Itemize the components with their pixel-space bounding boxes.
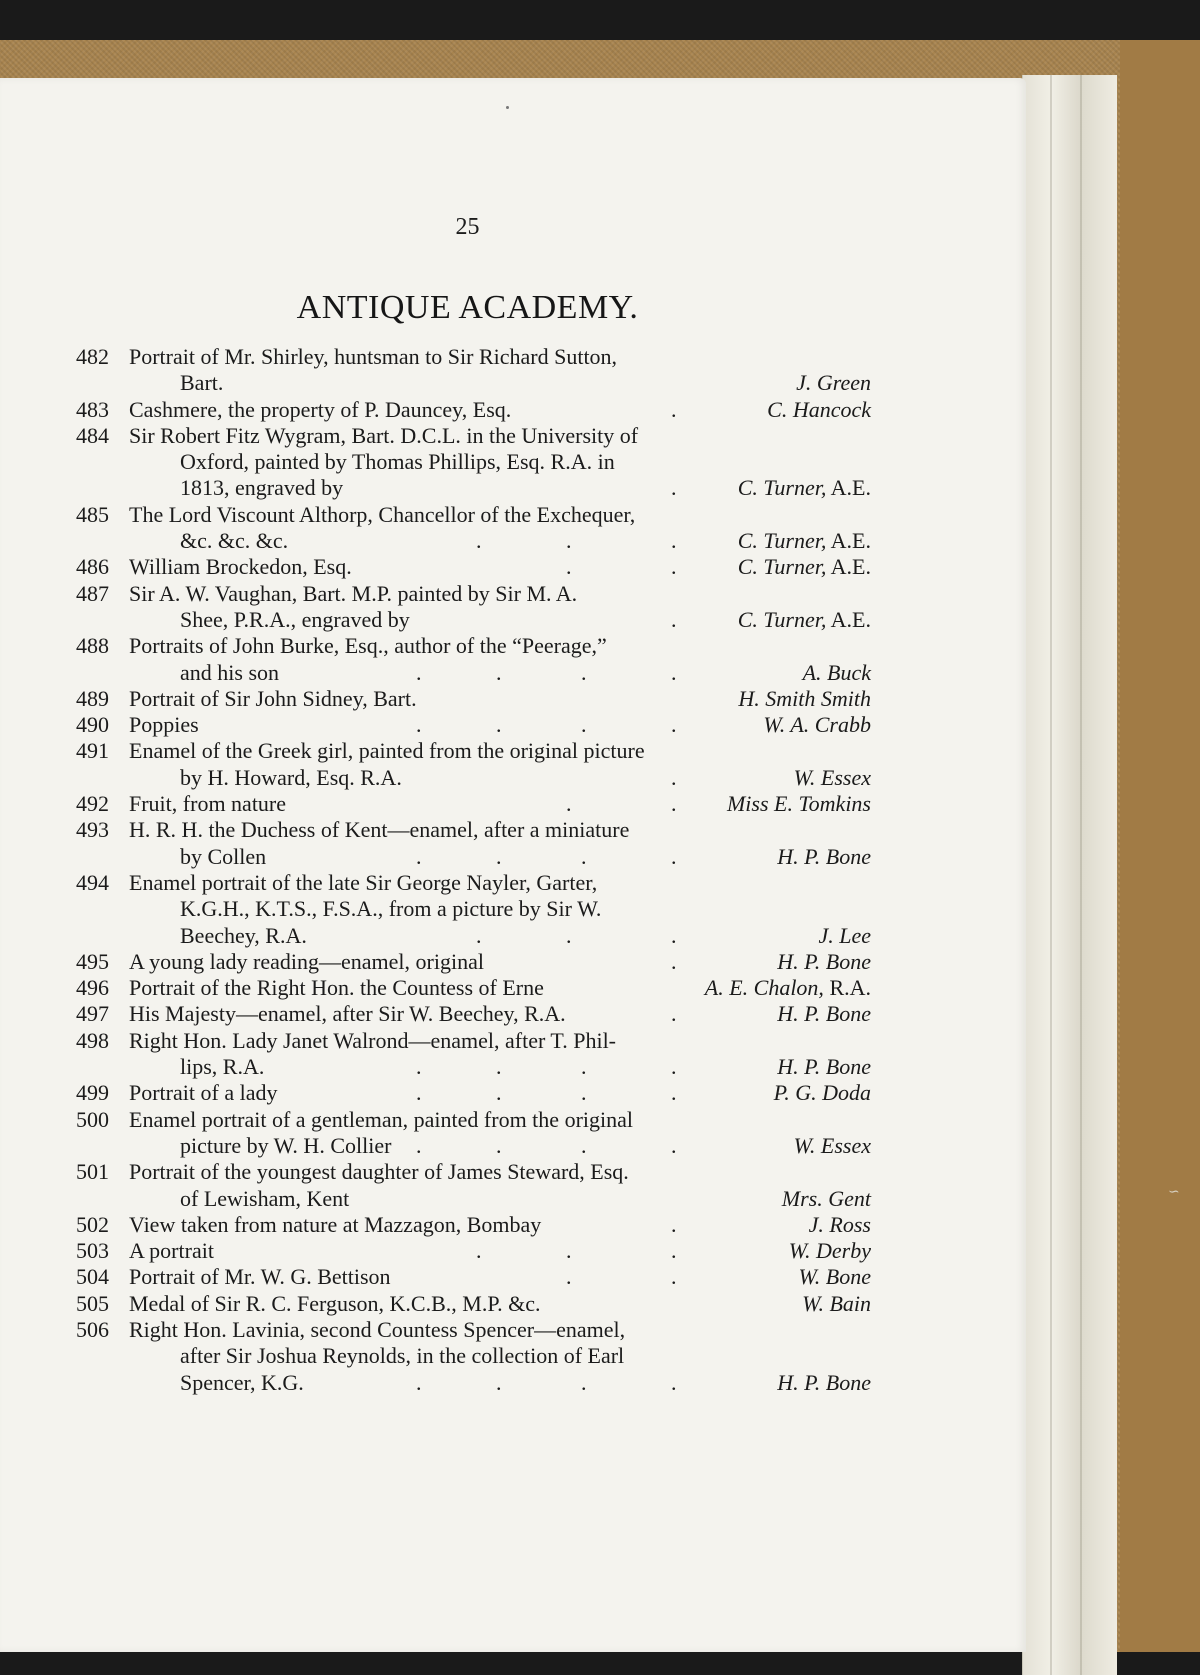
catalogue-entry: [76, 817, 871, 870]
entry-line: lips, R.A. . . . . H. P. Bone: [180, 1054, 871, 1080]
entry-number: 494: [76, 869, 109, 895]
entry-line: [76, 502, 871, 528]
entry-title: by H. Howard, Esq. R.A.: [180, 764, 402, 790]
entry-number: 486: [76, 554, 109, 580]
entry-artist: [818, 923, 871, 949]
entry-artist: [738, 554, 871, 580]
catalogue-entry: [76, 633, 871, 686]
entry-artist: [777, 1054, 871, 1080]
entry-artist: [705, 975, 871, 1001]
artist-name: H. P. Bone: [777, 1054, 871, 1080]
entry-line: [76, 1317, 871, 1343]
artist-name: J. Green: [796, 370, 871, 396]
entry-line: Beechey, R.A. . . . J. Lee: [180, 922, 871, 948]
artist-name: H. P. Bone: [777, 843, 871, 869]
entry-artist: [803, 660, 871, 686]
entry-title: Sir A. W. Vaughan, Bart. M.P. painted by Sir M. A.: [129, 580, 578, 606]
entry-title: Right Hon. Lady Janet Walrond—enamel, after T. Phil-: [129, 1027, 617, 1053]
entry-line: Shee, P.R.A., engraved by . C. Turner, A.E.: [180, 606, 871, 632]
entry-artist: [738, 475, 871, 501]
catalogue-entry: [76, 949, 871, 975]
catalogue-list: [76, 344, 871, 1396]
entry-title: Shee, P.R.A., engraved by: [180, 606, 410, 632]
entry-artist: [738, 528, 871, 554]
entry-title: His Majesty—enamel, after Sir W. Beechey, R.A.: [129, 1001, 566, 1027]
artist-name: W. Essex: [793, 1132, 871, 1158]
entry-title: Cashmere, the property of P. Dauncey, Esq.: [129, 396, 512, 422]
book-cover-edge: [1120, 40, 1200, 1652]
entry-artist: [789, 1238, 871, 1264]
artist-name: H. P. Bone: [777, 1001, 871, 1027]
entry-artist: [763, 712, 871, 738]
artist-name: C. Hancock: [767, 396, 871, 422]
catalogue-entry: [76, 502, 871, 555]
entry-title: by Collen: [180, 843, 267, 869]
entry-title: A young lady reading—enamel, original: [129, 948, 484, 974]
artist-name: H. Smith Smith: [738, 685, 871, 711]
entry-title: lips, R.A.: [180, 1054, 265, 1080]
entry-line: 486 William Brockedon, Esq. . . C. Turner, A.E.: [76, 554, 871, 580]
entry-title: Right Hon. Lavinia, second Countess Spencer—enamel,: [129, 1316, 626, 1342]
entry-title: K.G.H., K.T.S., F.S.A., from a picture by Sir W.: [180, 896, 602, 922]
entry-number: 501: [76, 1159, 109, 1185]
entry-title: Portrait of the youngest daughter of James Steward, Esq.: [129, 1159, 629, 1185]
entry-title: Poppies: [129, 712, 199, 738]
catalogue-entry: [76, 712, 871, 738]
entry-title: Medal of Sir R. C. Ferguson, K.C.B., M.P. &c.: [129, 1290, 541, 1316]
entry-artist: [782, 1186, 871, 1212]
artist-suffix: R.A.: [823, 975, 871, 1001]
entry-line: 502 View taken from nature at Mazzagon, Bombay . J. Ross: [76, 1211, 871, 1237]
entry-title: H. R. H. the Duchess of Kent—enamel, after a miniature: [129, 817, 630, 843]
artist-suffix: A.E.: [826, 554, 871, 580]
catalogue-entry: [76, 686, 871, 712]
entry-line: [76, 344, 871, 370]
entry-artist: [802, 1291, 871, 1317]
fore-edge-line: [1080, 75, 1082, 1675]
entry-number: 495: [76, 948, 109, 974]
page-heading: ANTIQUE ACADEMY.: [296, 289, 639, 326]
artist-name: C. Turner,: [737, 528, 827, 554]
entry-line: by Collen . . . . H. P. Bone: [180, 843, 871, 869]
entry-line: [76, 633, 871, 659]
entry-artist: [777, 844, 871, 870]
catalogue-entry: [76, 554, 871, 580]
entry-line: 492 Fruit, from nature . . Miss E. Tomkins: [76, 791, 871, 817]
catalogue-entry: [76, 423, 871, 502]
entry-number: 490: [76, 712, 109, 738]
entry-number: 496: [76, 975, 109, 1001]
entry-line: [76, 1343, 871, 1369]
artist-name: H. P. Bone: [777, 948, 871, 974]
entry-number: 498: [76, 1027, 109, 1053]
entry-line: 1813, engraved by . C. Turner, A.E.: [180, 475, 871, 501]
artist-name: W. Bain: [802, 1290, 871, 1316]
entry-number: 491: [76, 738, 109, 764]
artist-name: W. A. Crabb: [763, 712, 871, 738]
entry-line: 497 His Majesty—enamel, after Sir W. Beechey, R.A. . H. P. Bone: [76, 1001, 871, 1027]
entry-title: Fruit, from nature: [129, 791, 287, 817]
entry-title: Bart.: [180, 370, 224, 396]
catalogue-entry: [76, 1001, 871, 1027]
entry-line: by H. Howard, Esq. R.A. . W. Essex: [180, 764, 871, 790]
entry-title: Portrait of the Right Hon. the Countess of Erne: [129, 975, 544, 1001]
entry-title: Sir Robert Fitz Wygram, Bart. D.C.L. in the University of: [129, 422, 639, 448]
entry-artist: [809, 1212, 871, 1238]
entry-line: 495 A young lady reading—enamel, original . H. P. Bone: [76, 948, 871, 974]
entry-line: [76, 975, 871, 1001]
entry-artist: [798, 1264, 871, 1290]
artist-name: A. E. Chalon,: [704, 975, 824, 1001]
entry-title: William Brockedon, Esq.: [129, 554, 352, 580]
artist-name: C. Turner,: [737, 475, 827, 501]
entry-line: 499 Portrait of a lady . . . . P. G. Doda: [76, 1080, 871, 1106]
artist-name: H. P. Bone: [777, 1369, 871, 1395]
entry-number: 497: [76, 1001, 109, 1027]
catalogue-entry: [76, 975, 871, 1001]
entry-title: Portrait of Sir John Sidney, Bart.: [129, 685, 417, 711]
artist-name: P. G. Doda: [773, 1080, 871, 1106]
entry-line: [76, 738, 871, 764]
entry-title: of Lewisham, Kent: [180, 1185, 350, 1211]
entry-number: 485: [76, 501, 109, 527]
entry-title: Enamel portrait of a gentleman, painted from the original: [129, 1106, 633, 1132]
entry-number: 492: [76, 791, 109, 817]
artist-name: J. Ross: [808, 1211, 871, 1237]
entry-title: The Lord Viscount Althorp, Chancellor of the Exchequer,: [129, 501, 636, 527]
entry-title: after Sir Joshua Reynolds, in the collection of Earl: [180, 1343, 625, 1369]
artist-name: J. Lee: [818, 922, 871, 948]
fore-edge-line: [1050, 75, 1052, 1675]
entry-line: &c. &c. &c. . . . C. Turner, A.E.: [180, 528, 871, 554]
entry-line: [76, 449, 871, 475]
entry-title: and his son: [180, 659, 279, 685]
entry-line: [76, 1159, 871, 1185]
entry-number: 506: [76, 1316, 109, 1342]
artist-name: Mrs. Gent: [781, 1185, 871, 1211]
entry-number: 484: [76, 422, 109, 448]
entry-line: 504 Portrait of Mr. W. G. Bettison . . W. Bone: [76, 1264, 871, 1290]
entry-title: Enamel of the Greek girl, painted from the original picture: [129, 738, 645, 764]
entry-line: picture by W. H. Collier . . . . W. Essex: [180, 1132, 871, 1158]
catalogue-entry: [76, 581, 871, 634]
artist-suffix: A.E.: [826, 606, 871, 632]
artist-name: C. Turner,: [737, 606, 827, 632]
artist-name: W. Essex: [793, 764, 871, 790]
entry-artist: [727, 791, 871, 817]
entry-title: Portraits of John Burke, Esq., author of the “Peerage,”: [129, 633, 607, 659]
entry-line: [76, 423, 871, 449]
page-fore-edge: [1022, 75, 1117, 1675]
entry-line: Spencer, K.G. . . . . H. P. Bone: [180, 1369, 871, 1395]
entry-line: [76, 1028, 871, 1054]
entry-line: 490 Poppies . . . . W. A. Crabb: [76, 712, 871, 738]
entry-number: 493: [76, 817, 109, 843]
entry-line: [76, 1291, 871, 1317]
entry-title: Spencer, K.G.: [180, 1369, 304, 1395]
entry-artist: [738, 686, 871, 712]
entry-line: [76, 817, 871, 843]
entry-title: Portrait of Mr. W. G. Bettison: [129, 1264, 391, 1290]
entry-line: 483 Cashmere, the property of P. Dauncey, Esq. . C. Hancock: [76, 396, 871, 422]
catalogue-entry: [76, 738, 871, 791]
binding-mark: ∽: [1168, 1184, 1180, 1200]
artist-suffix: A.E.: [826, 475, 871, 501]
entry-artist: [794, 765, 871, 791]
entry-number: 504: [76, 1264, 109, 1290]
catalogue-entry: [76, 870, 871, 949]
entry-number: 487: [76, 580, 109, 606]
entry-artist: [738, 607, 871, 633]
entry-line: and his son . . . . A. Buck: [180, 659, 871, 685]
catalogue-entry: [76, 791, 871, 817]
artist-name: Miss E. Tomkins: [726, 791, 871, 817]
catalogue-entry: [76, 1080, 871, 1106]
entry-artist: [777, 949, 871, 975]
artist-name: W. Derby: [788, 1238, 871, 1264]
catalogue-entry: [76, 344, 871, 397]
catalogue-entry: [76, 397, 871, 423]
entry-artist: [767, 397, 871, 423]
entry-artist: [774, 1080, 871, 1106]
entry-title: picture by W. H. Collier: [180, 1132, 392, 1158]
entry-title: Portrait of Mr. Shirley, huntsman to Sir Richard Sutton,: [129, 344, 618, 369]
entry-number: 502: [76, 1211, 109, 1237]
catalogue-entry: [76, 1107, 871, 1160]
entry-line: [76, 1186, 871, 1212]
entry-title: Beechey, R.A.: [180, 922, 307, 948]
entry-title: A portrait: [129, 1238, 214, 1264]
entry-artist: [796, 370, 871, 396]
paper-speck: [506, 106, 509, 109]
entry-number: 489: [76, 685, 109, 711]
entry-line: 503 A portrait . . . W. Derby: [76, 1238, 871, 1264]
catalogue-entry: [76, 1264, 871, 1290]
entry-title: View taken from nature at Mazzagon, Bombay: [129, 1211, 542, 1237]
page-number: 25: [455, 214, 480, 240]
artist-suffix: A.E.: [826, 528, 871, 554]
entry-number: 503: [76, 1238, 109, 1264]
artist-name: C. Turner,: [737, 554, 827, 580]
entry-title: Portrait of a lady: [129, 1080, 278, 1106]
entry-line: [76, 1107, 871, 1133]
entry-title: Enamel portrait of the late Sir George Nayler, Garter,: [129, 869, 598, 895]
entry-line: [76, 896, 871, 922]
catalogue-entry: [76, 1028, 871, 1081]
entry-line: [76, 870, 871, 896]
entry-artist: [777, 1370, 871, 1396]
entry-title: Oxford, painted by Thomas Phillips, Esq. R.A. in: [180, 449, 615, 475]
entry-title: 1813, engraved by: [180, 475, 344, 501]
catalogue-entry: [76, 1212, 871, 1238]
artist-name: W. Bone: [798, 1264, 871, 1290]
catalogue-entry: [76, 1238, 871, 1264]
entry-number: 483: [76, 396, 109, 422]
entry-line: [76, 581, 871, 607]
entry-number: 505: [76, 1290, 109, 1316]
entry-artist: [794, 1133, 871, 1159]
catalogue-entry: [76, 1291, 871, 1317]
entry-number: 482: [76, 344, 109, 369]
entry-number: 500: [76, 1106, 109, 1132]
catalogue-entry: [76, 1317, 871, 1396]
entry-number: 488: [76, 633, 109, 659]
catalogue-entry: [76, 1159, 871, 1212]
entry-title: &c. &c. &c.: [180, 528, 289, 554]
entry-number: 499: [76, 1080, 109, 1106]
entry-line: [76, 686, 871, 712]
entry-artist: [777, 1001, 871, 1027]
entry-line: [76, 370, 871, 396]
artist-name: A. Buck: [802, 659, 871, 685]
